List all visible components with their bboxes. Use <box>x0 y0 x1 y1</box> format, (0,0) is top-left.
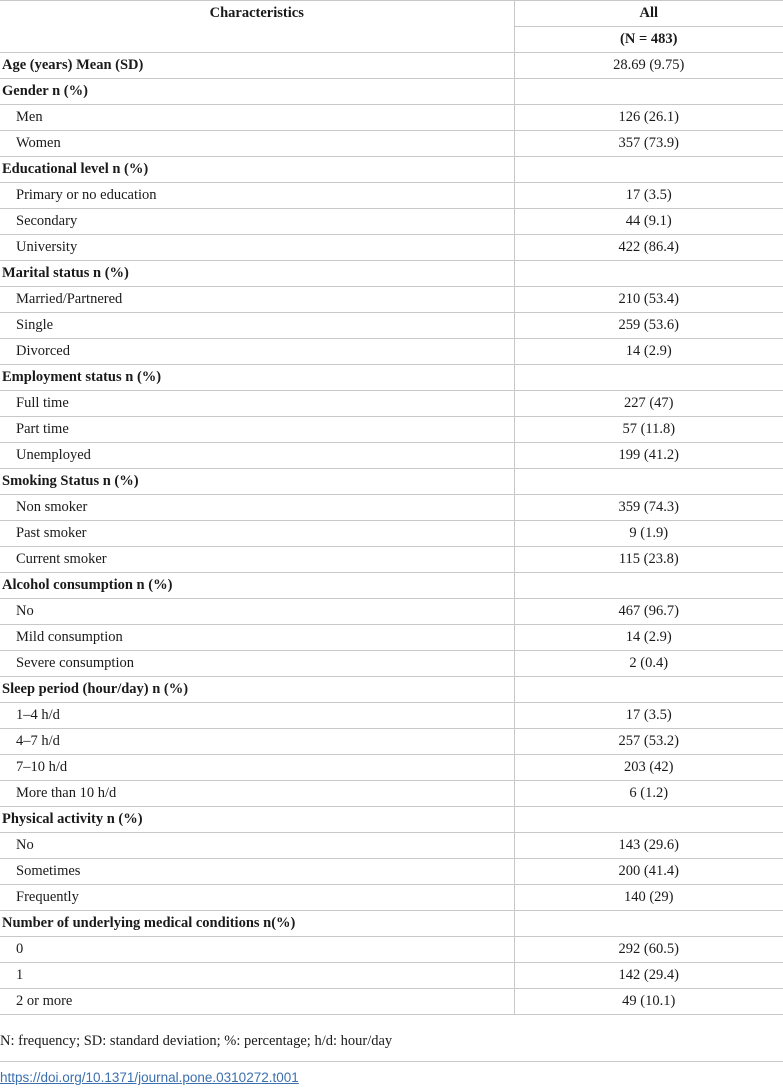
row-item-label: 4–7 h/d <box>0 729 514 755</box>
row-value <box>514 807 783 833</box>
row-item-label: University <box>0 235 514 261</box>
row-value: 143 (29.6) <box>514 833 783 859</box>
row-category-label: Sleep period (hour/day) n (%) <box>0 677 514 703</box>
table-row <box>0 365 783 391</box>
table-row <box>0 781 783 807</box>
row-item-label: 1–4 h/d <box>0 703 514 729</box>
table-row <box>0 625 783 651</box>
row-category-label: Alcohol consumption n (%) <box>0 573 514 599</box>
table-row <box>0 443 783 469</box>
row-item-label: Married/Partnered <box>0 287 514 313</box>
table-row <box>0 651 783 677</box>
row-item-label: No <box>0 833 514 859</box>
row-item-label: 1 <box>0 963 514 989</box>
header-characteristics: Characteristics <box>0 1 514 53</box>
table-row <box>0 287 783 313</box>
table-row <box>0 157 783 183</box>
table-row <box>0 209 783 235</box>
table-row <box>0 729 783 755</box>
row-value <box>514 79 783 105</box>
row-item-label: Secondary <box>0 209 514 235</box>
row-item-label: Primary or no education <box>0 183 514 209</box>
row-item-label: Mild consumption <box>0 625 514 651</box>
table-row <box>0 417 783 443</box>
row-category-label: Gender n (%) <box>0 79 514 105</box>
doi-link[interactable]: https://doi.org/10.1371/journal.pone.0310272.t001 <box>0 1070 299 1085</box>
row-value: 6 (1.2) <box>514 781 783 807</box>
row-value: 142 (29.4) <box>514 963 783 989</box>
row-value: 44 (9.1) <box>514 209 783 235</box>
row-value <box>514 469 783 495</box>
row-value <box>514 261 783 287</box>
row-value <box>514 365 783 391</box>
row-value: 292 (60.5) <box>514 937 783 963</box>
table-row <box>0 469 783 495</box>
row-category-label: Number of underlying medical conditions n(%) <box>0 911 514 937</box>
row-item-label: Sometimes <box>0 859 514 885</box>
row-value: 17 (3.5) <box>514 703 783 729</box>
table-row <box>0 235 783 261</box>
row-value: 210 (53.4) <box>514 287 783 313</box>
row-value: 115 (23.8) <box>514 547 783 573</box>
row-value: 17 (3.5) <box>514 183 783 209</box>
row-value: 28.69 (9.75) <box>514 53 783 79</box>
table-row <box>0 989 783 1015</box>
row-item-label: Current smoker <box>0 547 514 573</box>
table-row <box>0 911 783 937</box>
row-value: 9 (1.9) <box>514 521 783 547</box>
row-category-label: Age (years) Mean (SD) <box>0 53 514 79</box>
row-value: 199 (41.2) <box>514 443 783 469</box>
row-category-label: Educational level n (%) <box>0 157 514 183</box>
table-row <box>0 599 783 625</box>
table-row <box>0 521 783 547</box>
row-value: 257 (53.2) <box>514 729 783 755</box>
row-value: 359 (74.3) <box>514 495 783 521</box>
row-value: 357 (73.9) <box>514 131 783 157</box>
row-value: 140 (29) <box>514 885 783 911</box>
row-value: 126 (26.1) <box>514 105 783 131</box>
table-body <box>0 53 783 1015</box>
table-row <box>0 547 783 573</box>
table-row <box>0 937 783 963</box>
table-row <box>0 703 783 729</box>
table-row <box>0 53 783 79</box>
table-row <box>0 755 783 781</box>
row-item-label: More than 10 h/d <box>0 781 514 807</box>
table-row <box>0 833 783 859</box>
table-row <box>0 339 783 365</box>
row-item-label: No <box>0 599 514 625</box>
header-all: All <box>514 1 783 27</box>
table-row <box>0 183 783 209</box>
row-value: 2 (0.4) <box>514 651 783 677</box>
row-item-label: Single <box>0 313 514 339</box>
row-item-label: Frequently <box>0 885 514 911</box>
row-item-label: 2 or more <box>0 989 514 1015</box>
table-row <box>0 677 783 703</box>
row-item-label: Part time <box>0 417 514 443</box>
table-row <box>0 573 783 599</box>
table-row <box>0 79 783 105</box>
row-value: 57 (11.8) <box>514 417 783 443</box>
row-item-label: Full time <box>0 391 514 417</box>
row-item-label: Past smoker <box>0 521 514 547</box>
table-header <box>0 1 783 53</box>
table-row <box>0 885 783 911</box>
row-value: 467 (96.7) <box>514 599 783 625</box>
row-item-label: Non smoker <box>0 495 514 521</box>
row-value: 14 (2.9) <box>514 625 783 651</box>
row-item-label: Unemployed <box>0 443 514 469</box>
row-value: 14 (2.9) <box>514 339 783 365</box>
row-category-label: Employment status n (%) <box>0 365 514 391</box>
table-row <box>0 261 783 287</box>
row-category-label: Marital status n (%) <box>0 261 514 287</box>
row-value: 200 (41.4) <box>514 859 783 885</box>
header-row <box>0 1 783 27</box>
row-value: 259 (53.6) <box>514 313 783 339</box>
table-row <box>0 807 783 833</box>
row-item-label: Women <box>0 131 514 157</box>
row-value <box>514 911 783 937</box>
row-value <box>514 157 783 183</box>
row-category-label: Smoking Status n (%) <box>0 469 514 495</box>
row-value: 422 (86.4) <box>514 235 783 261</box>
table-footnote: N: frequency; SD: standard deviation; %: percentage; h/d: hour/day <box>0 1033 393 1049</box>
row-category-label: Physical activity n (%) <box>0 807 514 833</box>
divider <box>0 1061 783 1062</box>
table-row <box>0 495 783 521</box>
table-row <box>0 131 783 157</box>
row-item-label: Severe consumption <box>0 651 514 677</box>
table-row <box>0 859 783 885</box>
table-row <box>0 313 783 339</box>
header-sample-size: (N = 483) <box>514 27 783 53</box>
table-row <box>0 105 783 131</box>
row-value: 49 (10.1) <box>514 989 783 1015</box>
row-item-label: 0 <box>0 937 514 963</box>
table-row <box>0 963 783 989</box>
row-item-label: Men <box>0 105 514 131</box>
table-row <box>0 391 783 417</box>
row-value <box>514 573 783 599</box>
row-value <box>514 677 783 703</box>
row-item-label: Divorced <box>0 339 514 365</box>
row-value: 227 (47) <box>514 391 783 417</box>
row-value: 203 (42) <box>514 755 783 781</box>
row-item-label: 7–10 h/d <box>0 755 514 781</box>
